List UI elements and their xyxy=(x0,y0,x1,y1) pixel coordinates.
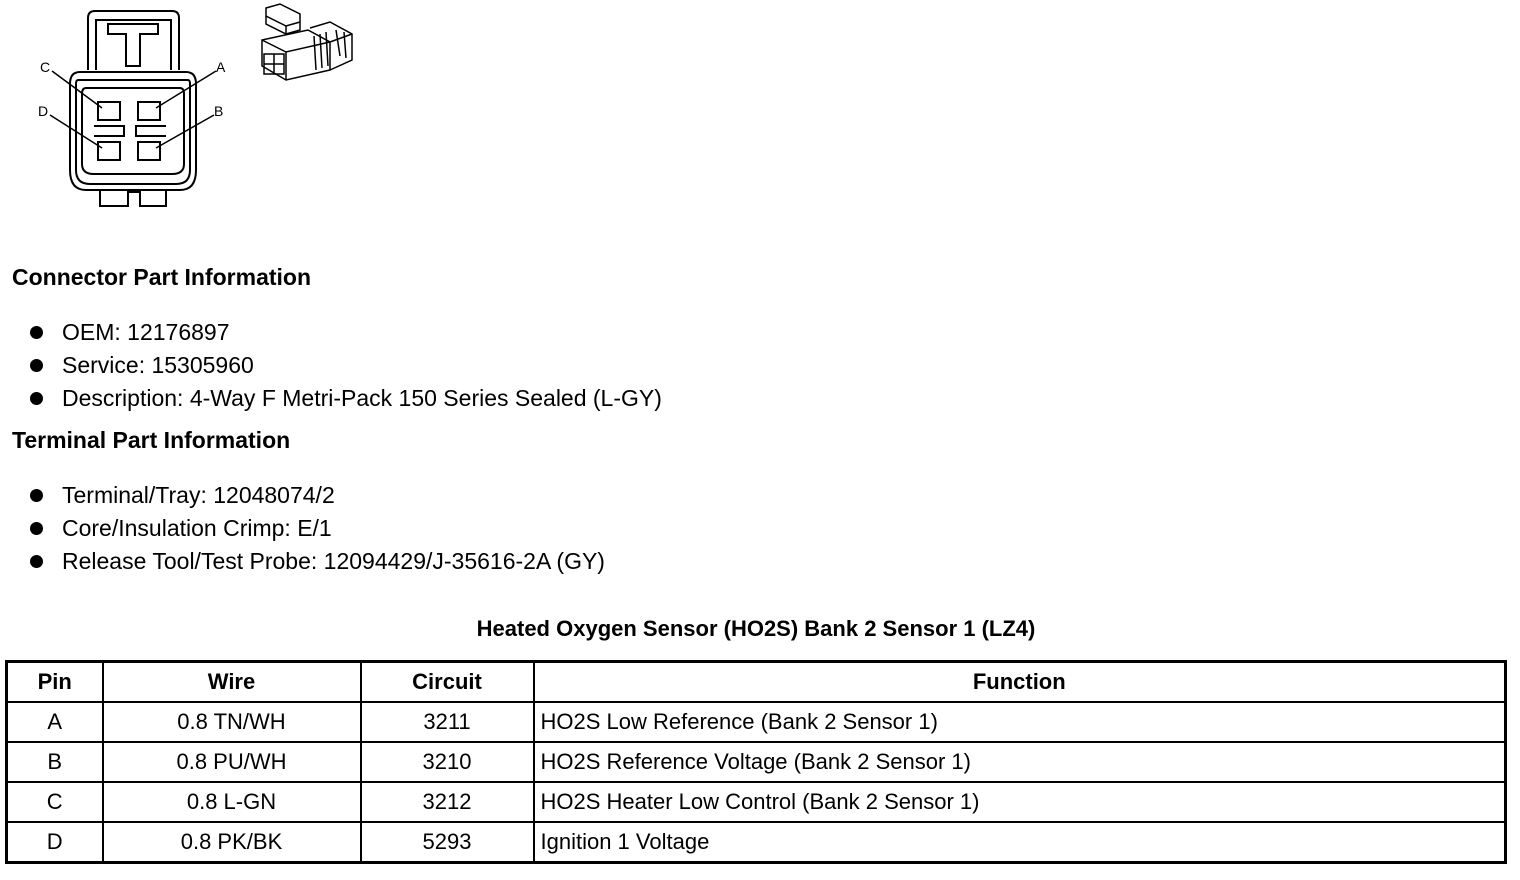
list-item: Core/Insulation Crimp: E/1 xyxy=(28,512,605,545)
function-cell: HO2S Low Reference (Bank 2 Sensor 1) xyxy=(534,702,1506,742)
bullet-icon xyxy=(30,555,43,568)
terminal-part-info-list xyxy=(28,479,605,578)
table-header-row xyxy=(7,662,1506,703)
callout-label-d: D xyxy=(38,103,49,119)
pin-cell: A xyxy=(7,702,103,742)
wire-cell: 0.8 TN/WH xyxy=(103,702,361,742)
pin-table xyxy=(5,660,1507,864)
list-item: OEM: 12176897 xyxy=(28,316,662,349)
bullet-icon xyxy=(30,392,43,405)
callout-label-a: A xyxy=(216,59,226,75)
column-header-wire: Wire xyxy=(103,662,361,703)
column-header-pin: Pin xyxy=(7,662,103,703)
table-row xyxy=(7,742,1506,782)
cavity-c xyxy=(98,102,120,120)
connector-isometric-illustration xyxy=(262,4,352,80)
circuit-cell: 3210 xyxy=(361,742,534,782)
function-cell: HO2S Heater Low Control (Bank 2 Sensor 1) xyxy=(534,782,1506,822)
circuit-cell: 5293 xyxy=(361,822,534,863)
circuit-cell: 3211 xyxy=(361,702,534,742)
pin-cell: D xyxy=(7,822,103,863)
function-cell: Ignition 1 Voltage xyxy=(534,822,1506,863)
column-header-circuit: Circuit xyxy=(361,662,534,703)
bullet-icon xyxy=(30,326,43,339)
cavity-a xyxy=(138,102,160,120)
bullet-icon xyxy=(30,359,43,372)
table-row xyxy=(7,822,1506,863)
circuit-cell: 3212 xyxy=(361,782,534,822)
list-item: Release Tool/Test Probe: 12094429/J-35616-2A (GY) xyxy=(28,545,605,578)
function-cell: HO2S Reference Voltage (Bank 2 Sensor 1) xyxy=(534,742,1506,782)
connector-part-info-heading: Connector Part Information xyxy=(12,264,312,290)
list-item: Description: 4-Way F Metri-Pack 150 Series Sealed (L-GY) xyxy=(28,382,662,415)
bullet-icon xyxy=(30,522,43,535)
callout-label-c: C xyxy=(40,59,51,75)
table-row xyxy=(7,782,1506,822)
connector-body xyxy=(70,72,196,190)
pin-cell: B xyxy=(7,742,103,782)
wire-cell: 0.8 PU/WH xyxy=(103,742,361,782)
column-header-function: Function xyxy=(534,662,1506,703)
cavity-d xyxy=(98,142,120,160)
table-row xyxy=(7,702,1506,742)
wire-cell: 0.8 PK/BK xyxy=(103,822,361,863)
connector-diagram xyxy=(0,0,380,230)
terminal-part-info-heading: Terminal Part Information xyxy=(12,427,291,453)
list-item: Service: 15305960 xyxy=(28,349,662,382)
pin-cell: C xyxy=(7,782,103,822)
pin-table-title: Heated Oxygen Sensor (HO2S) Bank 2 Sensor 1 (LZ4) xyxy=(476,616,1036,641)
connector-part-info-list xyxy=(28,316,662,415)
list-item: Terminal/Tray: 12048074/2 xyxy=(28,479,605,512)
cavity-b xyxy=(138,142,160,160)
callout-label-b: B xyxy=(214,103,224,119)
wire-cell: 0.8 L-GN xyxy=(103,782,361,822)
bullet-icon xyxy=(30,489,43,502)
